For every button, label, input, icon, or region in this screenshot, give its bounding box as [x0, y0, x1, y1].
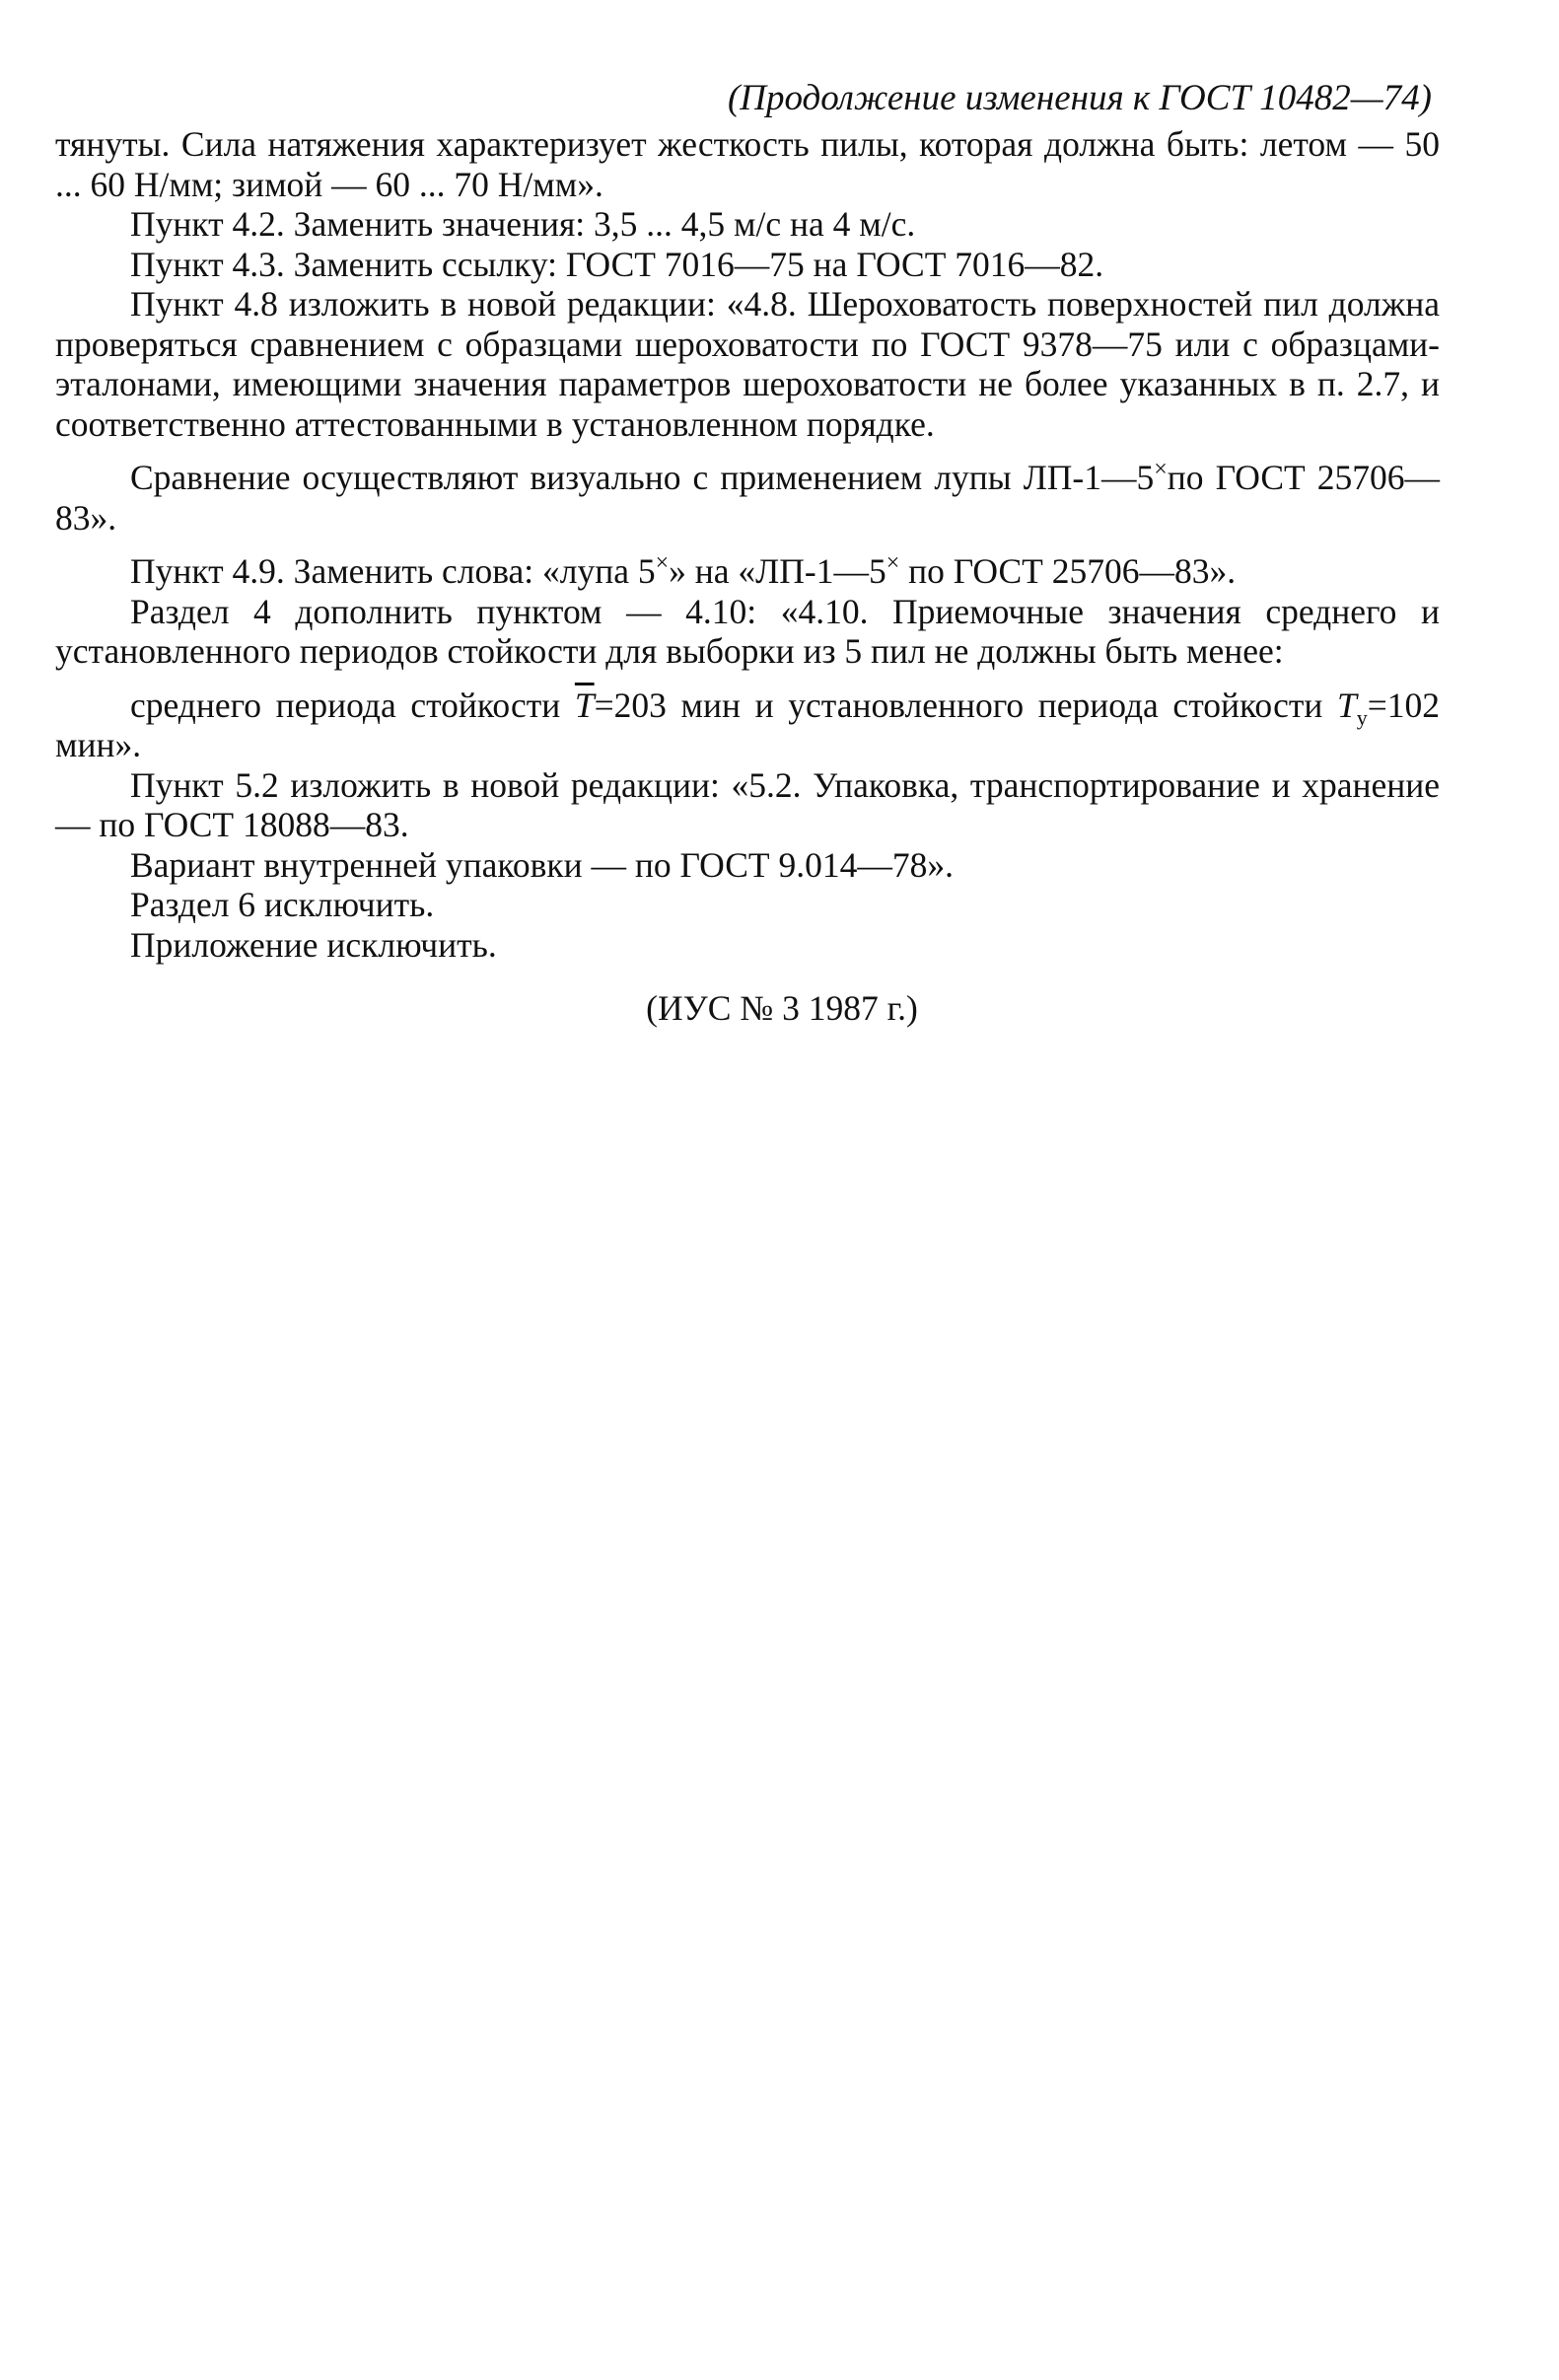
magnification-mark: × — [655, 550, 670, 577]
paragraph-item-4-8: Пункт 4.8 изложить в новой редакции: «4.8. Шероховатость поверхностей пил должна проверяться сравнением с образцами шероховатости по ГОСТ 9378—75 или с образцами-эталонами, имеющими значения параметров шероховатости не более указанных в п. 2.7, и соответственно аттестованными в установленном порядке. — [55, 284, 1440, 444]
magnification-mark: × — [886, 550, 900, 577]
set-period-symbol: T — [1336, 685, 1357, 725]
page-header: (Продолжение изменения к ГОСТ 10482—74) — [727, 78, 1432, 118]
paragraph-durability — [55, 685, 1440, 765]
set-period-subscript: у — [1356, 704, 1368, 730]
durability-text-end: =102 мин». — [55, 685, 1440, 764]
paragraph-item-4-10: Раздел 4 дополнить пунктом — 4.10: «4.10. Приемочные значения среднего и установленного периодов стойкости для выборки из 5 пил не должны быть менее: — [55, 591, 1440, 671]
paragraph-tension: тянуты. Сила натяжения характеризует жесткость пилы, которая должна быть: летом — 50 ... 60 Н/мм; зимой — 60 ... 70 Н/мм». — [55, 124, 1440, 204]
mean-period-symbol: $\overline{T}$ — [574, 685, 595, 725]
durability-text-mid: =203 мин и установленного периода стойкости — [594, 685, 1337, 725]
comparison-text: Сравнение осуществляют визуально с применением лупы ЛП-1—5 — [130, 458, 1155, 497]
document-page — [55, 77, 1440, 1030]
item-4-9-text-end: по ГОСТ 25706—83». — [899, 551, 1237, 591]
comparison-text-end: по ГОСТ 25706—83». — [55, 458, 1440, 538]
paragraph-section-6: Раздел 6 исключить. — [130, 885, 435, 924]
source-note: (ИУС № 3 1987 г.) — [646, 988, 918, 1028]
paragraph-inner-packing: Вариант внутренней упаковки — по ГОСТ 9.014—78». — [130, 844, 954, 885]
item-4-9-text-mid: » на «ЛП-1—5 — [669, 551, 886, 591]
paragraph-item-5-2: Пункт 5.2 изложить в новой редакции: «5.2. Упаковка, транспортирование и хранение — по ГОСТ 18088—83. — [55, 764, 1440, 844]
magnification-mark: × — [1154, 457, 1168, 483]
paragraph-item-4-9 — [55, 551, 1440, 592]
paragraph-item-4-3: Пункт 4.3. Заменить ссылку: ГОСТ 7016—75 на ГОСТ 7016—82. — [130, 244, 1104, 284]
paragraph-appendix: Приложение исключить. — [130, 924, 497, 965]
paragraph-item-4-2: Пункт 4.2. Заменить значения: 3,5 ... 4,5 м/с на 4 м/с. — [130, 204, 916, 244]
durability-text: среднего периода стойкости — [130, 685, 575, 725]
item-4-9-text: Пункт 4.9. Заменить слова: «лупа 5 — [130, 551, 656, 591]
paragraph-comparison — [55, 458, 1440, 538]
